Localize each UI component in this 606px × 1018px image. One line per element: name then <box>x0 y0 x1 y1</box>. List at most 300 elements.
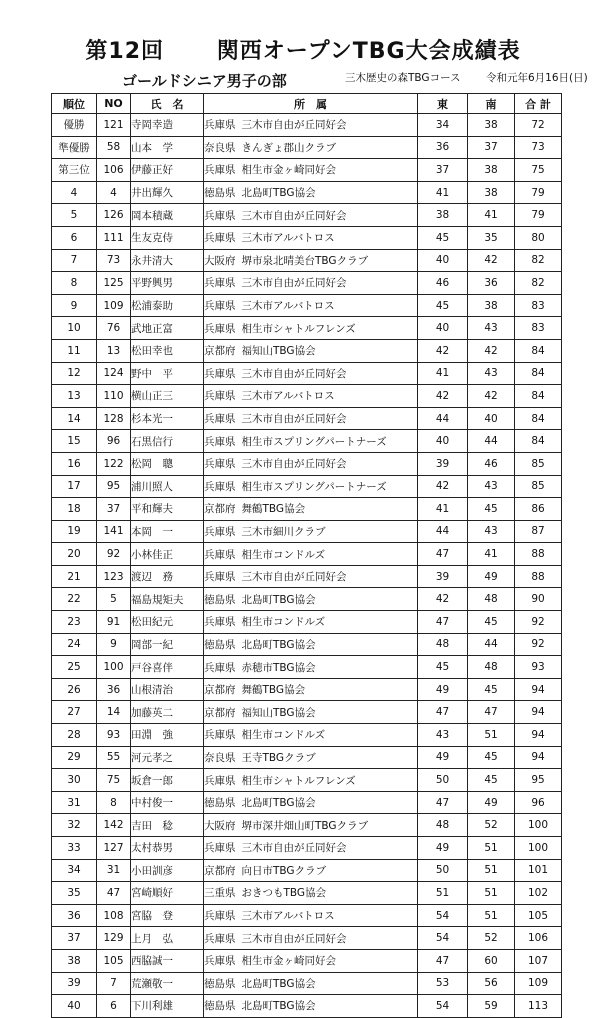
tournament-title: 関西オープンTBG大会成績表 <box>216 39 521 64</box>
player-name-cell: 松岡 聰 <box>131 452 204 475</box>
player-name-cell: 寺岡幸造 <box>131 114 204 137</box>
player-name-cell: 井出輝久 <box>131 181 204 204</box>
affiliation-cell <box>204 226 418 249</box>
player-name-cell: 西脇誠一 <box>131 949 204 972</box>
affiliation-cell <box>204 746 418 769</box>
prefecture-label: 京都府 <box>204 345 236 358</box>
table-row <box>52 498 562 521</box>
player-name-cell: 太村恭男 <box>131 837 204 860</box>
club-label: 三木市自由が丘同好会 <box>241 367 347 380</box>
rank-cell: 8 <box>52 272 97 295</box>
east-score-cell: 42 <box>418 588 468 611</box>
total-score-cell: 100 <box>515 814 562 837</box>
south-score-cell: 38 <box>468 114 515 137</box>
total-score-cell: 94 <box>515 678 562 701</box>
south-score-cell: 49 <box>468 565 515 588</box>
total-score-cell: 92 <box>515 633 562 656</box>
rank-cell: 7 <box>52 249 97 272</box>
rank-cell: 39 <box>52 972 97 995</box>
player-no-cell: 36 <box>97 678 131 701</box>
table-row <box>52 136 562 159</box>
club-label: 三木市自由が丘同好会 <box>241 209 347 222</box>
player-name-cell: 宮崎順好 <box>131 882 204 905</box>
east-score-cell: 51 <box>418 882 468 905</box>
south-score-cell: 38 <box>468 294 515 317</box>
player-no-cell: 92 <box>97 543 131 566</box>
player-no-cell: 121 <box>97 114 131 137</box>
south-score-cell: 45 <box>468 611 515 634</box>
east-score-cell: 39 <box>418 565 468 588</box>
player-name-cell: 戸谷喜伴 <box>131 656 204 679</box>
east-score-cell: 49 <box>418 837 468 860</box>
east-score-cell: 48 <box>418 633 468 656</box>
player-no-cell: 4 <box>97 181 131 204</box>
affiliation-cell <box>204 159 418 182</box>
club-label: 堺市泉北晴美台TBGクラブ <box>241 254 369 267</box>
south-score-cell: 56 <box>468 972 515 995</box>
east-score-cell: 40 <box>418 430 468 453</box>
table-row <box>52 362 562 385</box>
rank-cell: 35 <box>52 882 97 905</box>
rank-cell: 12 <box>52 362 97 385</box>
south-score-cell: 48 <box>468 588 515 611</box>
affiliation-cell <box>204 972 418 995</box>
rank-cell: 5 <box>52 204 97 227</box>
prefecture-label: 兵庫県 <box>204 232 236 245</box>
prefecture-label: 兵庫県 <box>204 548 236 561</box>
total-score-cell: 84 <box>515 339 562 362</box>
rank-cell: 6 <box>52 226 97 249</box>
east-score-cell: 42 <box>418 385 468 408</box>
player-no-cell: 122 <box>97 452 131 475</box>
table-row <box>52 159 562 182</box>
total-score-cell: 85 <box>515 475 562 498</box>
club-label: 北島町TBG協会 <box>241 1000 316 1013</box>
table-row <box>52 272 562 295</box>
player-no-cell: 142 <box>97 814 131 837</box>
table-row <box>52 769 562 792</box>
player-no-cell: 126 <box>97 204 131 227</box>
rank-cell: 25 <box>52 656 97 679</box>
club-label: 北島町TBG協会 <box>241 977 316 990</box>
table-row <box>52 249 562 272</box>
affiliation-cell <box>204 882 418 905</box>
player-name-cell: 平野興男 <box>131 272 204 295</box>
club-label: 三木市アルバトロス <box>241 390 335 403</box>
rank-cell: 33 <box>52 837 97 860</box>
affiliation-cell <box>204 565 418 588</box>
player-name-cell: 吉田 稔 <box>131 814 204 837</box>
table-row <box>52 859 562 882</box>
prefecture-label: 大阪府 <box>204 254 236 267</box>
prefecture-label: 兵庫県 <box>204 390 236 403</box>
rank-cell: 第三位 <box>52 159 97 182</box>
col-header-east: 東 <box>418 94 468 114</box>
rank-cell: 4 <box>52 181 97 204</box>
east-score-cell: 54 <box>418 904 468 927</box>
east-score-cell: 37 <box>418 159 468 182</box>
table-row <box>52 882 562 905</box>
affiliation-cell <box>204 701 418 724</box>
south-score-cell: 60 <box>468 949 515 972</box>
total-score-cell: 88 <box>515 543 562 566</box>
rank-cell: 17 <box>52 475 97 498</box>
affiliation-cell <box>204 633 418 656</box>
rank-cell: 準優勝 <box>52 136 97 159</box>
table-row <box>52 407 562 430</box>
east-score-cell: 47 <box>418 701 468 724</box>
rank-cell: 26 <box>52 678 97 701</box>
total-score-cell: 94 <box>515 701 562 724</box>
player-name-cell: 永井清大 <box>131 249 204 272</box>
affiliation-cell <box>204 724 418 747</box>
total-score-cell: 75 <box>515 159 562 182</box>
club-label: 福知山TBG協会 <box>241 345 316 358</box>
south-score-cell: 45 <box>468 678 515 701</box>
player-no-cell: 55 <box>97 746 131 769</box>
south-score-cell: 47 <box>468 701 515 724</box>
col-header-name: 氏 名 <box>131 94 204 114</box>
table-row <box>52 430 562 453</box>
east-score-cell: 39 <box>418 452 468 475</box>
prefecture-label: 徳島県 <box>204 187 236 200</box>
rank-cell: 21 <box>52 565 97 588</box>
total-score-cell: 106 <box>515 927 562 950</box>
total-score-cell: 84 <box>515 407 562 430</box>
east-score-cell: 41 <box>418 498 468 521</box>
rank-cell: 13 <box>52 385 97 408</box>
table-row <box>52 543 562 566</box>
rank-cell: 16 <box>52 452 97 475</box>
player-no-cell: 14 <box>97 701 131 724</box>
total-score-cell: 100 <box>515 837 562 860</box>
prefecture-label: 京都府 <box>204 503 236 516</box>
club-label: 相生市金ヶ崎同好会 <box>241 955 336 968</box>
prefecture-label: 兵庫県 <box>204 955 236 968</box>
total-score-cell: 107 <box>515 949 562 972</box>
east-score-cell: 53 <box>418 972 468 995</box>
prefecture-label: 三重県 <box>204 887 236 900</box>
total-score-cell: 92 <box>515 611 562 634</box>
affiliation-cell <box>204 272 418 295</box>
table-row <box>52 181 562 204</box>
prefecture-label: 徳島県 <box>204 797 236 810</box>
player-no-cell: 109 <box>97 294 131 317</box>
east-score-cell: 47 <box>418 791 468 814</box>
prefecture-label: 兵庫県 <box>204 774 236 787</box>
east-score-cell: 34 <box>418 114 468 137</box>
document-title <box>0 34 606 65</box>
player-name-cell: 荒瀬敬一 <box>131 972 204 995</box>
total-score-cell: 80 <box>515 226 562 249</box>
table-row <box>52 226 562 249</box>
player-no-cell: 108 <box>97 904 131 927</box>
east-score-cell: 43 <box>418 724 468 747</box>
edition-label: 第12回 <box>85 39 165 64</box>
table-row <box>52 317 562 340</box>
total-score-cell: 79 <box>515 204 562 227</box>
prefecture-label: 兵庫県 <box>204 300 236 313</box>
affiliation-cell <box>204 136 418 159</box>
club-label: 三木市自由が丘同好会 <box>241 119 347 132</box>
south-score-cell: 41 <box>468 204 515 227</box>
player-no-cell: 100 <box>97 656 131 679</box>
south-score-cell: 51 <box>468 724 515 747</box>
prefecture-label: 兵庫県 <box>204 164 236 177</box>
south-score-cell: 36 <box>468 272 515 295</box>
table-row <box>52 837 562 860</box>
club-label: 相生市スプリングパートナーズ <box>241 480 387 493</box>
player-name-cell: 下川利雄 <box>131 995 204 1018</box>
east-score-cell: 38 <box>418 204 468 227</box>
player-name-cell: 田淵 強 <box>131 724 204 747</box>
table-row <box>52 565 562 588</box>
south-score-cell: 44 <box>468 430 515 453</box>
rank-cell: 34 <box>52 859 97 882</box>
total-score-cell: 94 <box>515 724 562 747</box>
prefecture-label: 兵庫県 <box>204 842 236 855</box>
affiliation-cell <box>204 769 418 792</box>
affiliation-cell <box>204 995 418 1018</box>
total-score-cell: 83 <box>515 294 562 317</box>
player-no-cell: 58 <box>97 136 131 159</box>
player-name-cell: 山本 学 <box>131 136 204 159</box>
club-label: きんぎょ郡山クラブ <box>241 141 336 154</box>
player-no-cell: 13 <box>97 339 131 362</box>
prefecture-label: 奈良県 <box>204 751 236 764</box>
table-row <box>52 972 562 995</box>
club-label: 三木市アルバトロス <box>241 232 335 245</box>
club-label: 相生市金ヶ崎同好会 <box>241 164 336 177</box>
affiliation-cell <box>204 678 418 701</box>
table-row <box>52 791 562 814</box>
table-row <box>52 452 562 475</box>
affiliation-cell <box>204 294 418 317</box>
rank-cell: 30 <box>52 769 97 792</box>
player-name-cell: 石黒信行 <box>131 430 204 453</box>
total-score-cell: 79 <box>515 181 562 204</box>
east-score-cell: 47 <box>418 949 468 972</box>
east-score-cell: 41 <box>418 181 468 204</box>
col-header-total: 合 計 <box>515 94 562 114</box>
rank-cell: 27 <box>52 701 97 724</box>
club-label: 北島町TBG協会 <box>241 638 316 651</box>
rank-cell: 15 <box>52 430 97 453</box>
south-score-cell: 48 <box>468 656 515 679</box>
table-row <box>52 904 562 927</box>
affiliation-cell <box>204 837 418 860</box>
club-label: 相生市シャトルフレンズ <box>241 774 356 787</box>
prefecture-label: 京都府 <box>204 706 236 719</box>
south-score-cell: 46 <box>468 452 515 475</box>
table-row <box>52 294 562 317</box>
player-name-cell: 上月 弘 <box>131 927 204 950</box>
player-no-cell: 128 <box>97 407 131 430</box>
affiliation-cell <box>204 362 418 385</box>
player-name-cell: 平和輝夫 <box>131 498 204 521</box>
club-label: 三木市自由が丘同好会 <box>241 277 347 290</box>
total-score-cell: 93 <box>515 656 562 679</box>
player-name-cell: 松浦泰助 <box>131 294 204 317</box>
table-row <box>52 114 562 137</box>
prefecture-label: 兵庫県 <box>204 209 236 222</box>
player-name-cell: 中村俊一 <box>131 791 204 814</box>
table-row <box>52 656 562 679</box>
south-score-cell: 59 <box>468 995 515 1018</box>
rank-cell: 29 <box>52 746 97 769</box>
south-score-cell: 51 <box>468 837 515 860</box>
affiliation-cell <box>204 181 418 204</box>
prefecture-label: 兵庫県 <box>204 458 236 471</box>
prefecture-label: 徳島県 <box>204 638 236 651</box>
affiliation-cell <box>204 588 418 611</box>
east-score-cell: 48 <box>418 814 468 837</box>
prefecture-label: 大阪府 <box>204 819 236 832</box>
player-no-cell: 91 <box>97 611 131 634</box>
rank-cell: 37 <box>52 927 97 950</box>
player-name-cell: 松田幸也 <box>131 339 204 362</box>
south-score-cell: 43 <box>468 317 515 340</box>
rank-cell: 20 <box>52 543 97 566</box>
east-score-cell: 45 <box>418 294 468 317</box>
table-row <box>52 927 562 950</box>
player-no-cell: 141 <box>97 520 131 543</box>
player-no-cell: 127 <box>97 837 131 860</box>
south-score-cell: 51 <box>468 904 515 927</box>
club-label: 三木市アルバトロス <box>241 910 335 923</box>
table-row <box>52 475 562 498</box>
player-no-cell: 5 <box>97 588 131 611</box>
table-row <box>52 611 562 634</box>
player-no-cell: 106 <box>97 159 131 182</box>
player-no-cell: 105 <box>97 949 131 972</box>
club-label: 舞鶴TBG協会 <box>241 684 306 697</box>
south-score-cell: 51 <box>468 882 515 905</box>
south-score-cell: 37 <box>468 136 515 159</box>
table-row <box>52 588 562 611</box>
south-score-cell: 41 <box>468 543 515 566</box>
east-score-cell: 49 <box>418 746 468 769</box>
player-no-cell: 47 <box>97 882 131 905</box>
club-label: 北島町TBG協会 <box>241 187 316 200</box>
player-name-cell: 横山正三 <box>131 385 204 408</box>
rank-cell: 19 <box>52 520 97 543</box>
affiliation-cell <box>204 317 418 340</box>
table-row <box>52 678 562 701</box>
table-row <box>52 520 562 543</box>
prefecture-label: 兵庫県 <box>204 367 236 380</box>
affiliation-cell <box>204 859 418 882</box>
affiliation-cell <box>204 949 418 972</box>
player-name-cell: 生友克侍 <box>131 226 204 249</box>
south-score-cell: 45 <box>468 769 515 792</box>
prefecture-label: 徳島県 <box>204 593 236 606</box>
club-label: 三木市自由が丘同好会 <box>241 413 347 426</box>
affiliation-cell <box>204 543 418 566</box>
player-name-cell: 浦川照人 <box>131 475 204 498</box>
player-name-cell: 本岡 一 <box>131 520 204 543</box>
east-score-cell: 44 <box>418 407 468 430</box>
rank-cell: 36 <box>52 904 97 927</box>
east-score-cell: 45 <box>418 226 468 249</box>
affiliation-cell <box>204 814 418 837</box>
player-no-cell: 75 <box>97 769 131 792</box>
player-no-cell: 7 <box>97 972 131 995</box>
total-score-cell: 84 <box>515 430 562 453</box>
player-no-cell: 123 <box>97 565 131 588</box>
player-name-cell: 杉本光一 <box>131 407 204 430</box>
affiliation-cell <box>204 475 418 498</box>
player-no-cell: 96 <box>97 430 131 453</box>
affiliation-cell <box>204 927 418 950</box>
player-name-cell: 小田訓彦 <box>131 859 204 882</box>
player-name-cell: 伊藤正好 <box>131 159 204 182</box>
south-score-cell: 52 <box>468 927 515 950</box>
prefecture-label: 京都府 <box>204 864 236 877</box>
col-header-south: 南 <box>468 94 515 114</box>
col-header-no: NO <box>97 94 131 114</box>
east-score-cell: 40 <box>418 249 468 272</box>
affiliation-cell <box>204 407 418 430</box>
club-label: 三木市自由が丘同好会 <box>241 932 347 945</box>
total-score-cell: 101 <box>515 859 562 882</box>
club-label: 王寺TBGクラブ <box>241 751 316 764</box>
table-row <box>52 814 562 837</box>
prefecture-label: 兵庫県 <box>204 616 236 629</box>
rank-cell: 40 <box>52 995 97 1018</box>
player-name-cell: 坂倉一郎 <box>131 769 204 792</box>
east-score-cell: 41 <box>418 362 468 385</box>
venue-label: 三木歴史の森TBGコース <box>345 72 461 84</box>
total-score-cell: 113 <box>515 995 562 1018</box>
east-score-cell: 45 <box>418 656 468 679</box>
total-score-cell: 109 <box>515 972 562 995</box>
rank-cell: 14 <box>52 407 97 430</box>
club-label: 北島町TBG協会 <box>241 797 316 810</box>
affiliation-cell <box>204 430 418 453</box>
club-label: 向日市TBGクラブ <box>241 864 327 877</box>
rank-cell: 23 <box>52 611 97 634</box>
total-score-cell: 72 <box>515 114 562 137</box>
east-score-cell: 44 <box>418 520 468 543</box>
east-score-cell: 36 <box>418 136 468 159</box>
south-score-cell: 43 <box>468 520 515 543</box>
player-no-cell: 110 <box>97 385 131 408</box>
south-score-cell: 49 <box>468 791 515 814</box>
player-no-cell: 8 <box>97 791 131 814</box>
table-header-row <box>52 94 562 114</box>
player-name-cell: 宮脇 登 <box>131 904 204 927</box>
player-no-cell: 6 <box>97 995 131 1018</box>
date-label: 令和元年6月16日(日) <box>486 72 588 84</box>
club-label: 相生市コンドルズ <box>241 729 326 742</box>
club-label: 相生市コンドルズ <box>241 616 326 629</box>
prefecture-label: 兵庫県 <box>204 525 236 538</box>
affiliation-cell <box>204 904 418 927</box>
rank-cell: 22 <box>52 588 97 611</box>
player-no-cell: 9 <box>97 633 131 656</box>
south-score-cell: 40 <box>468 407 515 430</box>
rank-cell: 9 <box>52 294 97 317</box>
prefecture-label: 京都府 <box>204 684 236 697</box>
table-row <box>52 746 562 769</box>
south-score-cell: 43 <box>468 362 515 385</box>
east-score-cell: 46 <box>418 272 468 295</box>
prefecture-label: 兵庫県 <box>204 413 236 426</box>
club-label: 三木市細川クラブ <box>241 525 326 538</box>
affiliation-cell <box>204 114 418 137</box>
player-name-cell: 岡部一紀 <box>131 633 204 656</box>
